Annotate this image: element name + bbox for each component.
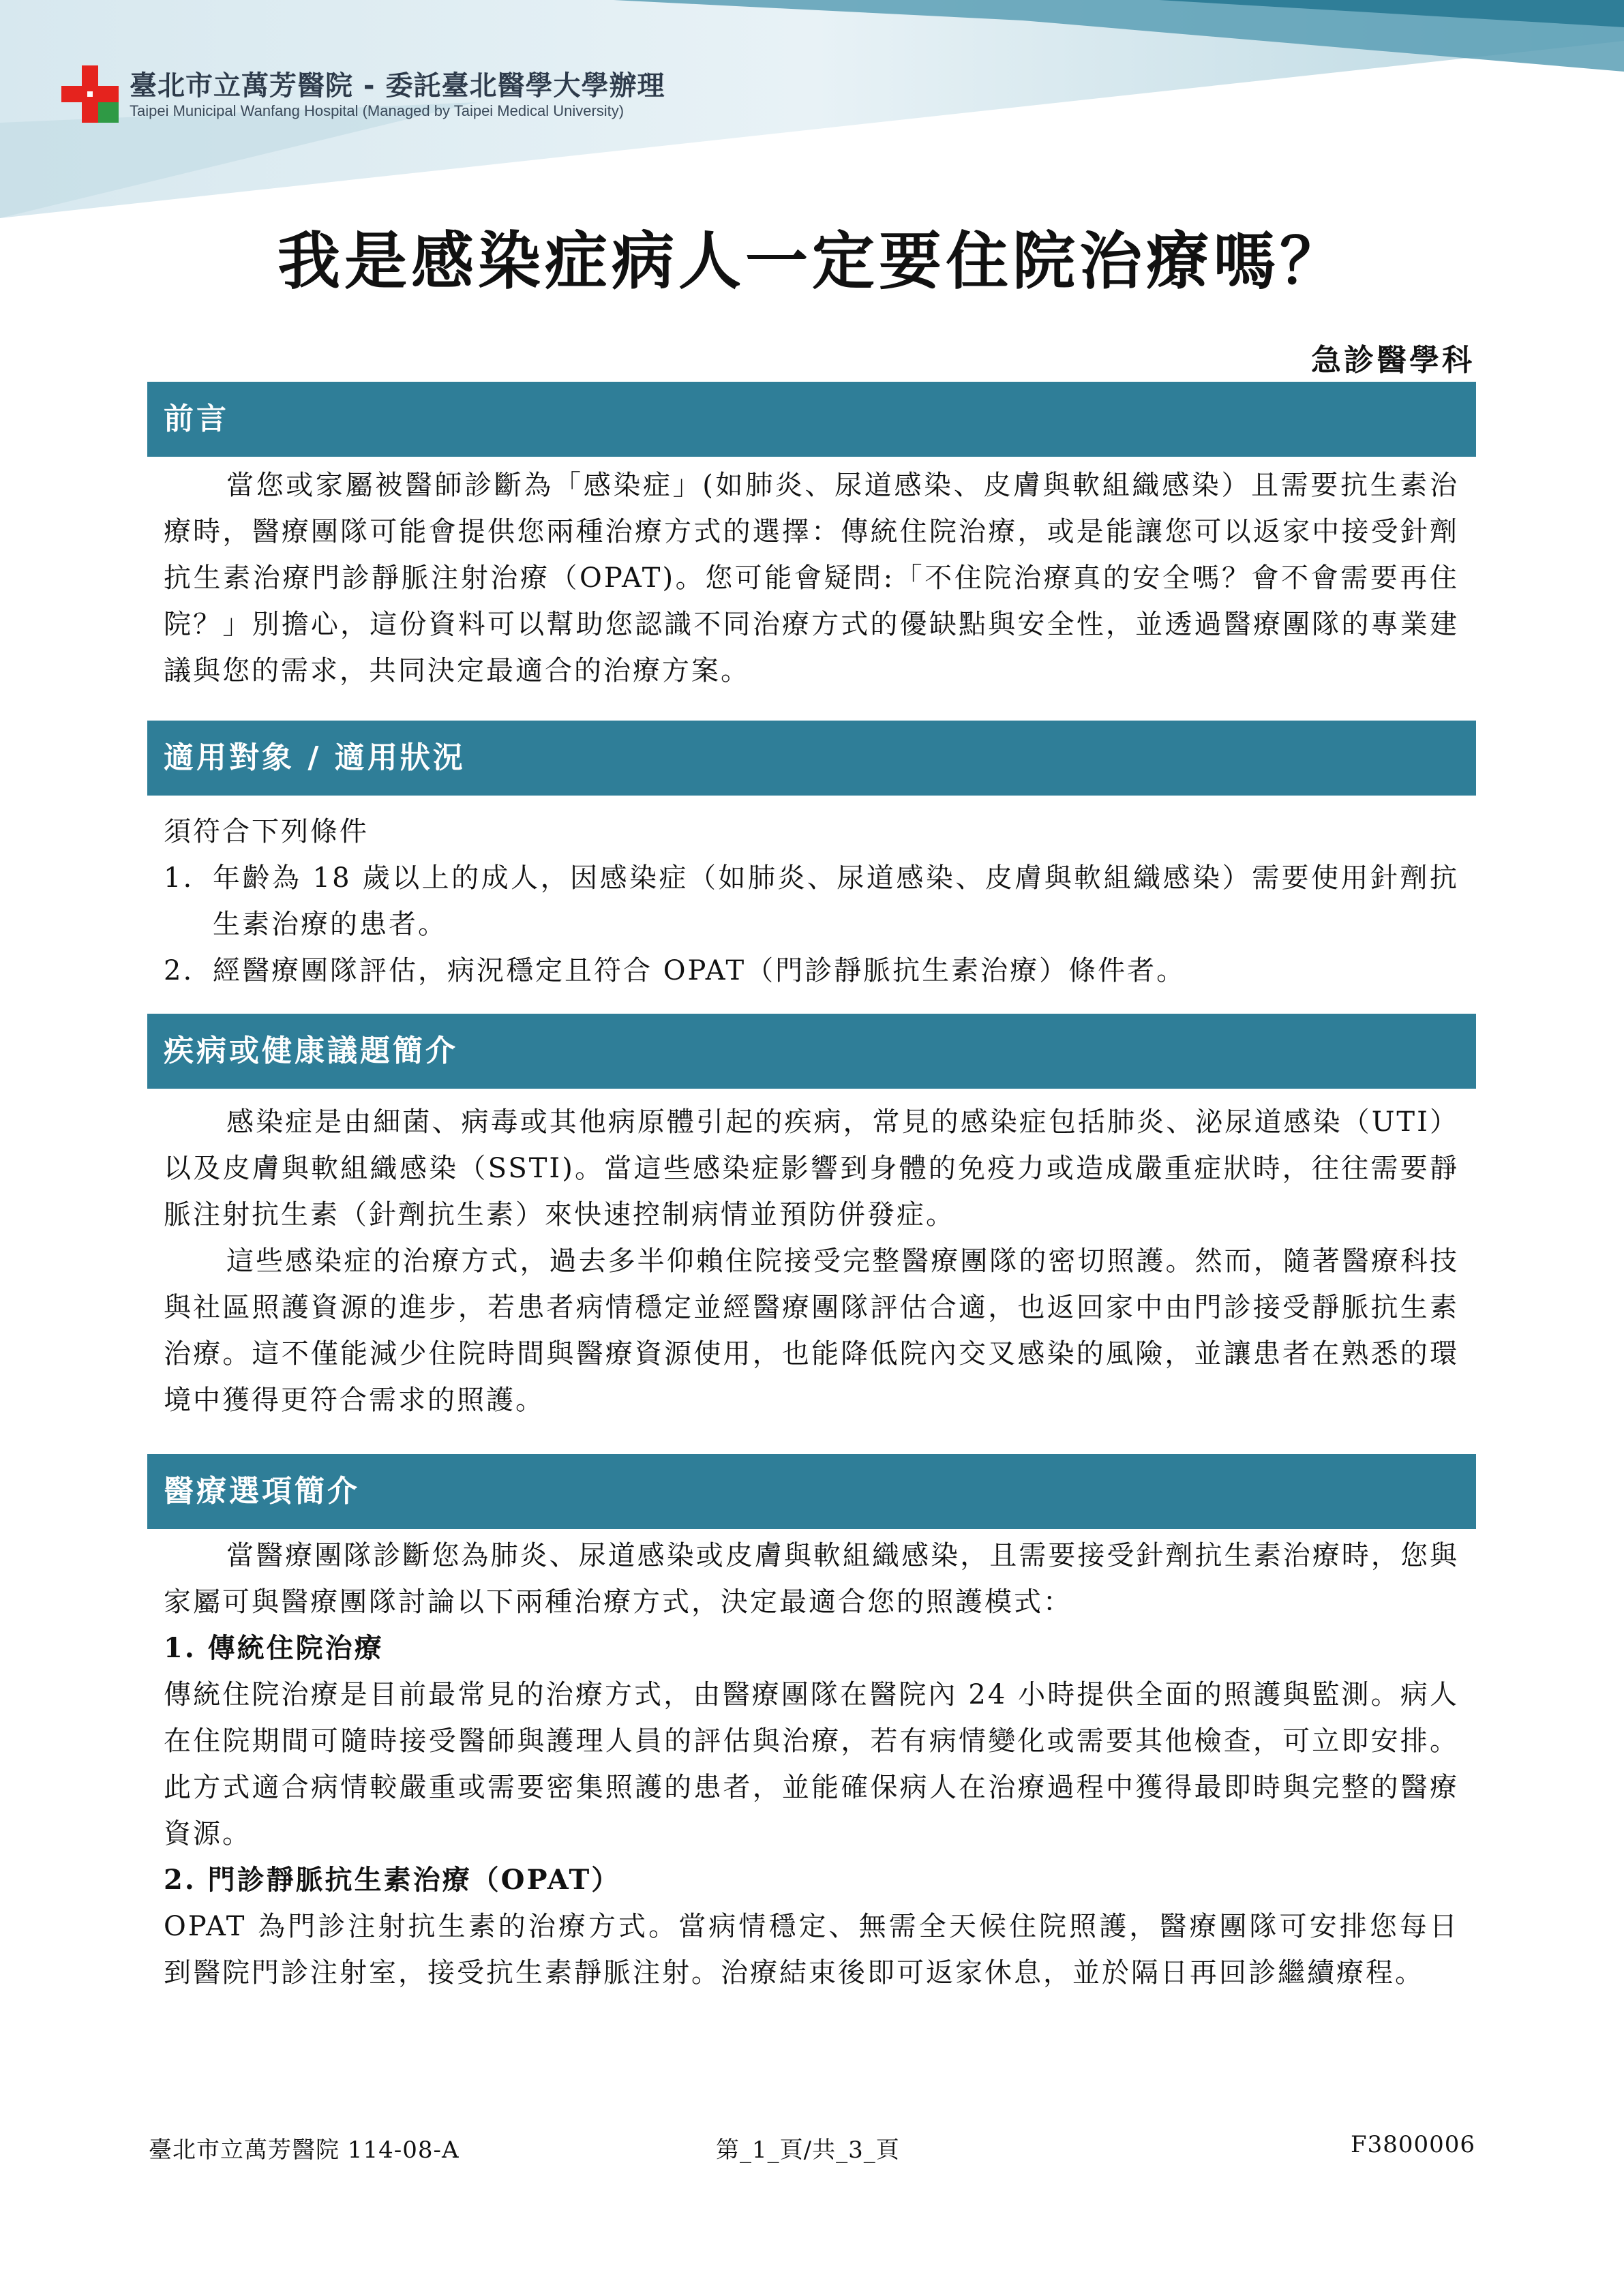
option1-title: 1. 傳統住院治療: [164, 1632, 384, 1664]
department: 急診醫學科: [1311, 343, 1475, 378]
disease-paragraph: 感染症是由細菌、病毒或其他病原體引起的疾病，常見的感染症包括肺炎、泌尿道感染（UTI）以及皮膚與軟組織感染（SSTI)。當這些感染症影響到身體的免疫力或造成嚴重症狀時，往往需要靜脈注射抗生素（針劑抗生素）來快速控制病情並預防併發症。: [164, 1106, 1459, 1230]
section-heading-disease: 疾病或健康議題簡介: [147, 1014, 1476, 1089]
option1-text: 傳統住院治療是目前最常見的治療方式，由醫療團隊在醫院內 24 小時提供全面的照護與監測。病人在住院期間可隨時接受醫師與護理人員的評估與治療，若有病情變化或需要其他檢查，可立即安排。此方式適合病情較嚴重或需要密集照護的患者，並能確保病人在治療過程中獲得最即時與完整的醫療資源。: [164, 1679, 1459, 1849]
list-item: [164, 855, 1459, 948]
hospital-logo: [57, 61, 123, 127]
section-heading-preface: 前言: [147, 382, 1476, 457]
page-title: 我是感染症病人一定要住院治療嗎？: [277, 224, 1347, 298]
options-body: [164, 1532, 1459, 1996]
disease-body: [164, 1099, 1459, 1423]
preface-paragraph: 當您或家屬被醫師診斷為「感染症」(如肺炎、尿道感染、皮膚與軟組織感染）且需要抗生素治療時，醫療團隊可能會提供您兩種治療方式的選擇：傳統住院治療，或是能讓您可以返家中接受針劑抗生素治療門診靜脈注射治療（OPAT)。您可能會疑問:「不住院治療真的安全嗎？會不會需要再住院？」別擔心，這份資料可以幫助您認識不同治療方式的優缺點與安全性，並透過醫療團隊的專業建議與您的需求，共同決定最適合的治療方案。: [164, 470, 1459, 686]
list-number: 2.: [164, 955, 194, 986]
section-heading-options: 醫療選項簡介: [147, 1454, 1476, 1529]
footer-page-number: 第_1_頁/共_3_頁: [716, 2136, 900, 2164]
eligibility-intro: 須符合下列條件: [164, 816, 369, 847]
list-text: 年齡為 18 歲以上的成人，因感染症（如肺炎、尿道感染、皮膚與軟組織感染）需要使用針劑抗生素治療的患者。: [213, 862, 1459, 940]
disease-paragraph: 這些感染症的治療方式，過去多半仰賴住院接受完整醫療團隊的密切照護。然而，隨著醫療科技與社區照護資源的進步，若患者病情穩定並經醫療團隊評估合適，也返回家中由門診接受靜脈抗生素治療。這不僅能減少住院時間與醫療資源使用，也能降低院內交叉感染的風險，並讓患者在熟悉的環境中獲得更符合需求的照護。: [164, 1245, 1459, 1416]
hospital-name-zh: 臺北市立萬芳醫院 - 委託臺北醫學大學辦理: [130, 70, 665, 102]
hospital-name-en: Taipei Municipal Wanfang Hospital (Managed by Taipei Medical University): [130, 102, 625, 119]
option2-title: 2. 門診靜脈抗生素治療（OPAT）: [164, 1864, 621, 1896]
list-number: 1.: [164, 862, 194, 894]
preface-body: [164, 462, 1459, 694]
eligibility-body: [164, 809, 1459, 994]
footer-left: 臺北市立萬芳醫院 114-08-A: [149, 2136, 460, 2164]
options-intro: 當醫療團隊診斷您為肺炎、尿道感染或皮膚與軟組織感染，且需要接受針劑抗生素治療時，您與家屬可與醫療團隊討論以下兩種治療方式，決定最適合您的照護模式：: [164, 1540, 1459, 1618]
section-heading-eligibility: 適用對象 / 適用狀況: [147, 721, 1476, 796]
list-item: [164, 948, 1459, 994]
list-text: 經醫療團隊評估，病況穩定且符合 OPAT（門診靜脈抗生素治療）條件者。: [213, 955, 1186, 986]
footer-form-code: F3800006: [1350, 2131, 1475, 2158]
option2-text: OPAT 為門診注射抗生素的治療方式。當病情穩定、無需全天候住院照護，醫療團隊可安排您每日到醫院門診注射室，接受抗生素靜脈注射。治療結束後即可返家休息，並於隔日再回診繼續療程。: [164, 1911, 1459, 1989]
